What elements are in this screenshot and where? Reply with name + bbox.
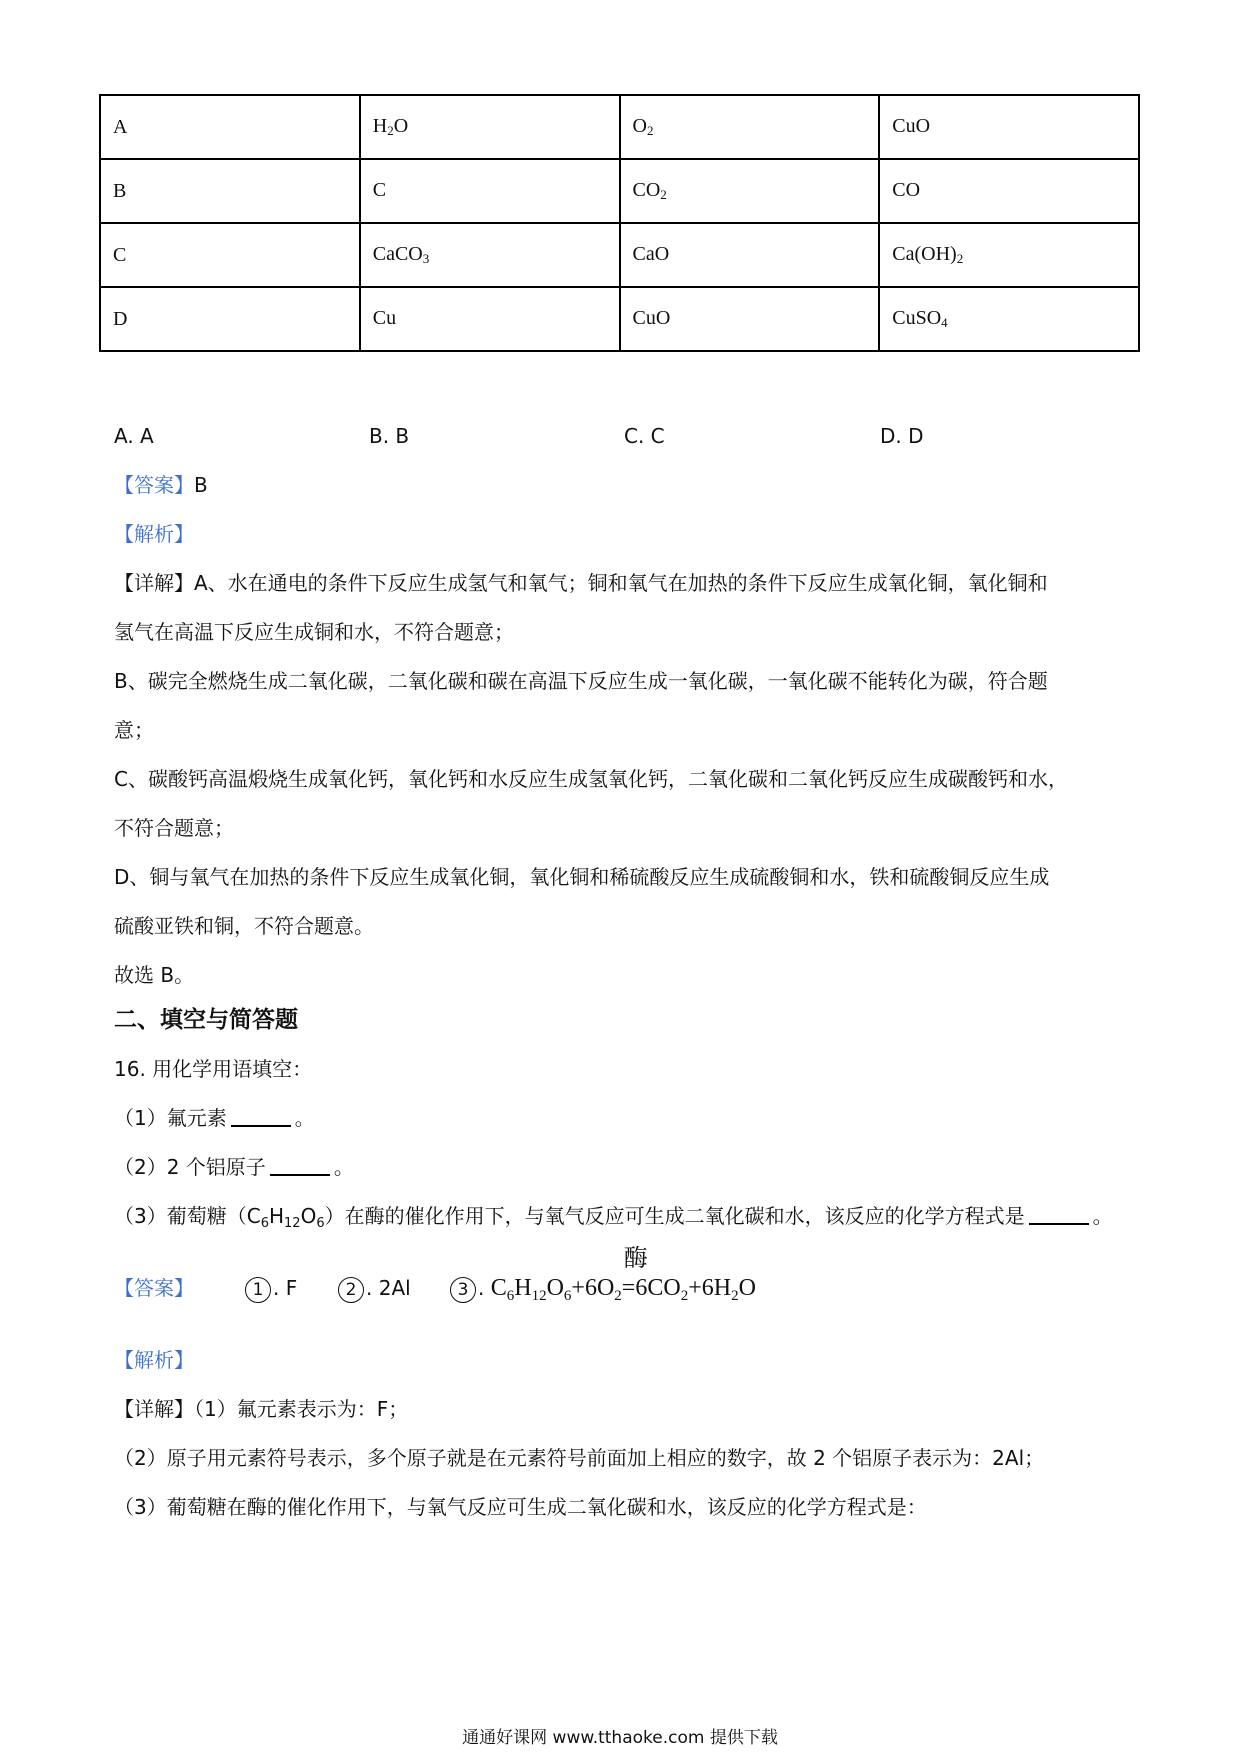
formula-cell: $H_2O$	[360, 95, 620, 159]
formula-cell: $CO_2$	[620, 159, 880, 223]
formula-cell: CuO	[879, 95, 1139, 159]
choice-a[interactable]: A. A	[114, 424, 154, 448]
choice-d[interactable]: D. D	[880, 424, 924, 448]
formula-cell: CO	[879, 159, 1139, 223]
detail-line-8: 硫酸亚铁和铜，不符合题意。	[114, 914, 374, 938]
q16-part-3	[114, 1201, 1113, 1239]
detail-tag: 【详解】	[114, 571, 194, 595]
q16-part-2-text: （2）2 个铝原子	[114, 1155, 266, 1179]
chemical-equation: $C_6H_{12}O_6+6O_2$ 酶 $=6CO_2+6H_2O$	[490, 1244, 756, 1304]
section-title: 二、填空与简答题	[114, 1007, 298, 1033]
detail-line-5: C、碳酸钙高温煅烧生成氧化钙，氧化钙和水反应生成氢氧化钙，二氧化碳和二氧化钙反应生成碳酸钙和水，	[114, 767, 1068, 791]
period: 。	[1092, 1204, 1113, 1228]
table-row	[100, 95, 1139, 159]
row-label-cell: C	[100, 223, 360, 287]
q16-part-2	[114, 1152, 354, 1182]
formula-cell: $Ca(OH)_2$	[879, 223, 1139, 287]
options-table	[99, 94, 1140, 352]
formula-cell: Cu	[360, 287, 620, 351]
detail-line-3: B、碳完全燃烧生成二氧化碳，二氧化碳和碳在高温下反应生成一氧化碳，一氧化碳不能转化为碳，符合题	[114, 669, 1048, 693]
formula-cell: C	[360, 159, 620, 223]
analysis-2-tag: 【解析】	[114, 1348, 194, 1372]
footer-credit: 通通好课网 www.tthaoke.com 提供下载	[462, 1728, 778, 1748]
detail-line-2: 氢气在高温下反应生成铜和水，不符合题意；	[114, 620, 514, 644]
answer-blank[interactable]	[1029, 1203, 1089, 1225]
row-label-cell: A	[100, 95, 360, 159]
circled-number: 1	[245, 1277, 271, 1303]
answer-16-item-3: 3 . $C_6H_{12}O_6+6O_2$ 酶 $=6CO_2+6H_2O$	[450, 1272, 756, 1312]
period: 。	[294, 1106, 315, 1130]
table-row	[100, 287, 1139, 351]
formula-cell: CuO	[620, 287, 880, 351]
answer-16-item-2	[338, 1272, 411, 1304]
detail-line-1	[114, 568, 1048, 598]
answer-15	[114, 470, 208, 500]
table-row	[100, 223, 1139, 287]
formula-part: H	[268, 1204, 285, 1228]
detail-line-9: 故选 B。	[114, 963, 195, 987]
formula-part: O	[300, 1204, 317, 1228]
formula-cell: CaO	[620, 223, 880, 287]
circled-number: 3	[450, 1277, 476, 1303]
circled-number: 2	[338, 1277, 364, 1303]
detail-text-1: A、水在通电的条件下反应生成氢气和氧气；铜和氧气在加热的条件下反应生成氧化铜，氧化铜和	[194, 571, 1048, 595]
subscript: 6	[316, 1216, 325, 1231]
choice-c[interactable]: C. C	[624, 424, 665, 448]
answer-blank[interactable]	[231, 1105, 291, 1127]
answer-tag: 【答案】	[114, 473, 194, 497]
detail-2-line-3: （3）葡萄糖在酶的催化作用下，与氧气反应可生成二氧化碳和水，该反应的化学方程式是：	[114, 1495, 927, 1519]
answer-16-value-1: . F	[273, 1276, 298, 1300]
answer-value: B	[194, 473, 208, 497]
answer-16-tag: 【答案】	[114, 1276, 194, 1300]
choice-b[interactable]: B. B	[369, 424, 410, 448]
catalyst-label: 酶	[623, 1244, 648, 1272]
formula-cell: $O_2$	[620, 95, 880, 159]
subscript: 6	[260, 1216, 269, 1231]
q16-part-1-text: （1）氟元素	[114, 1106, 227, 1130]
detail-line-6: 不符合题意；	[114, 816, 234, 840]
detail-2-tag: 【详解】	[114, 1397, 194, 1421]
answer-blank[interactable]	[270, 1154, 330, 1176]
formula-cell: CaCO$_3$	[360, 223, 620, 287]
q16-part-1	[114, 1103, 315, 1133]
detail-2-line-1	[114, 1394, 408, 1424]
detail-2-text-1: （1）氟元素表示为：F；	[194, 1397, 409, 1421]
formula-cell: CuSO$_4$	[879, 287, 1139, 351]
detail-2-line-2: （2）原子用元素符号表示，多个原子就是在元素符号前面加上相应的数字，故 2 个铝原子表示为：2Al；	[114, 1446, 1045, 1470]
q16-part-3-text: （3）葡萄糖（C	[114, 1204, 261, 1228]
subscript: 12	[284, 1216, 301, 1231]
table-row	[100, 159, 1139, 223]
answer-16-value-2: . 2Al	[366, 1276, 411, 1300]
analysis-tag: 【解析】	[114, 522, 194, 546]
answer-16-item-1	[245, 1272, 297, 1304]
detail-line-4: 意；	[114, 718, 154, 742]
row-label-cell: D	[100, 287, 360, 351]
period: 。	[333, 1155, 354, 1179]
q16-part-3-rest: ）在酶的催化作用下，与氧气反应可生成二氧化碳和水，该反应的化学方程式是	[324, 1204, 1025, 1228]
q16-stem: 16. 用化学用语填空：	[114, 1057, 313, 1081]
row-label-cell: B	[100, 159, 360, 223]
detail-line-7: D、铜与氧气在加热的条件下反应生成氧化铜，氧化铜和稀硫酸反应生成硫酸铜和水，铁和硫酸铜反应生成	[114, 865, 1050, 889]
